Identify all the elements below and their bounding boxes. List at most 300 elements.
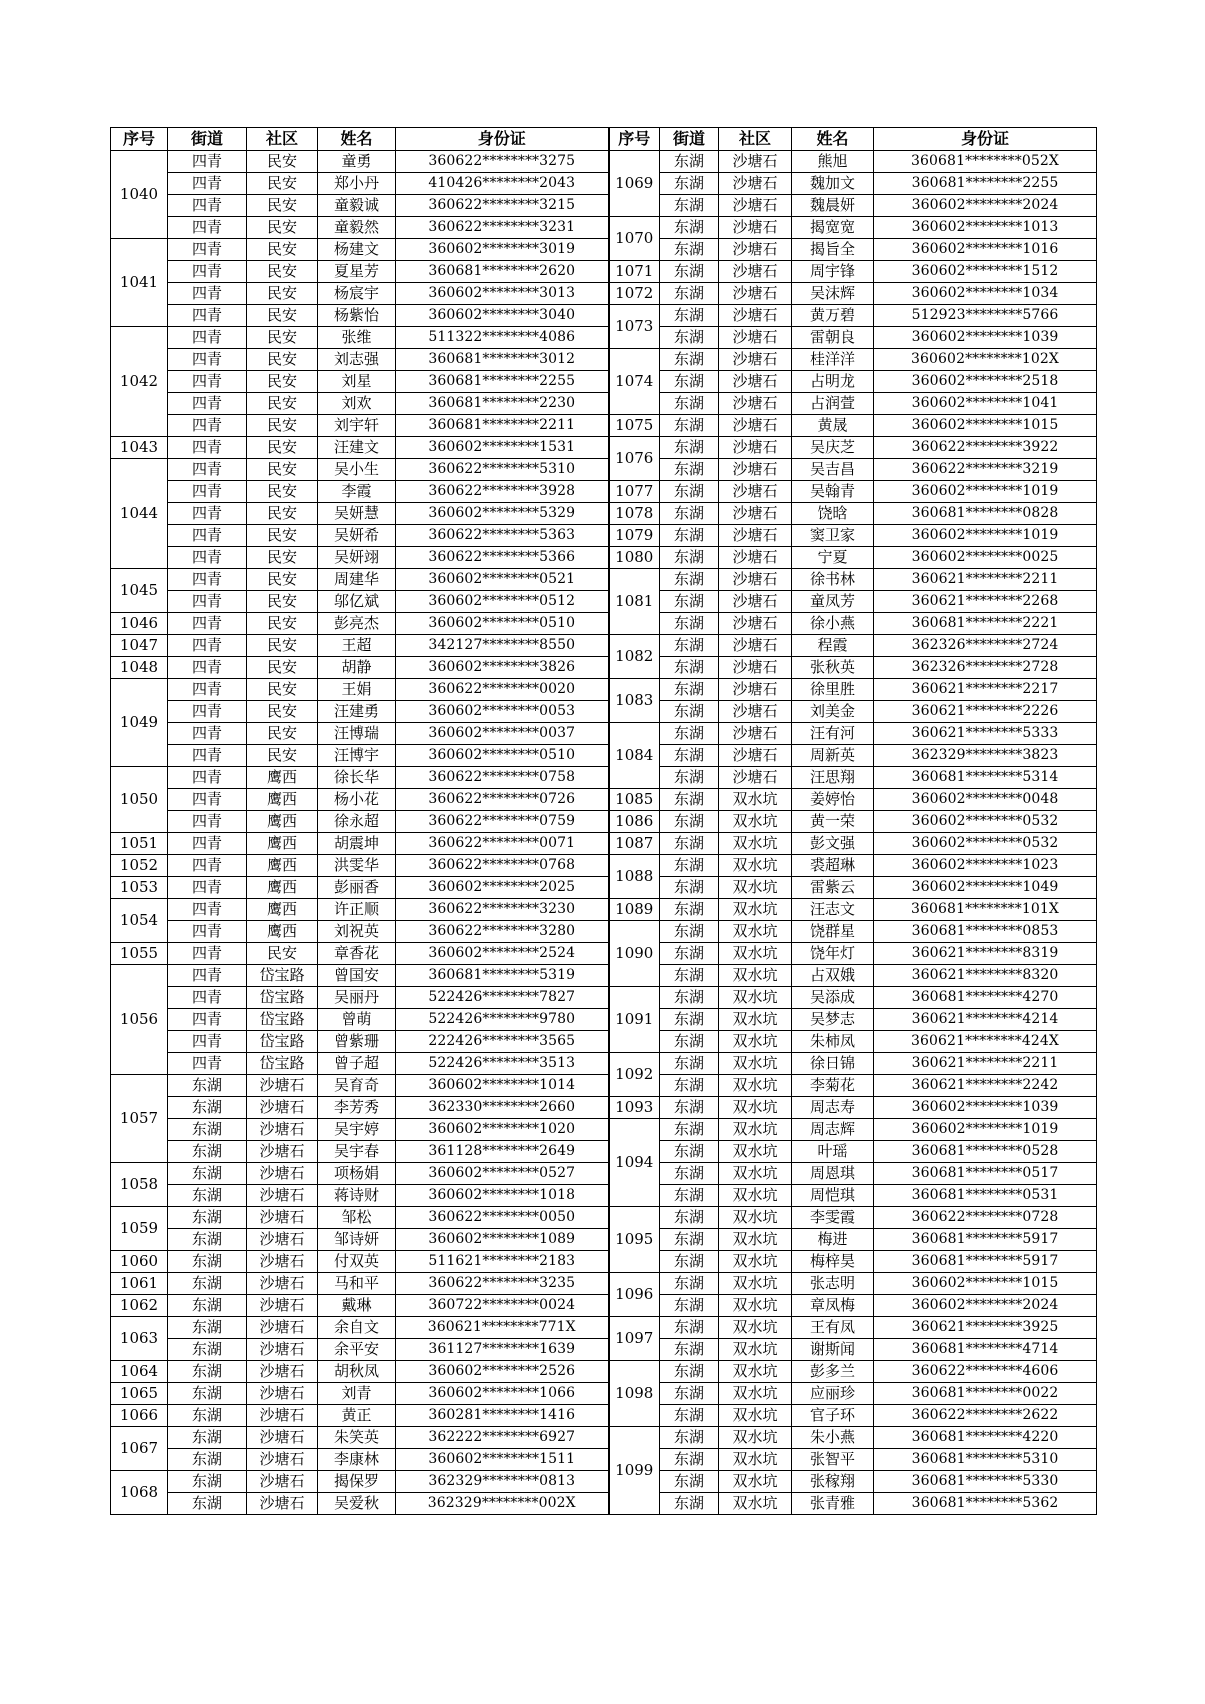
name-cell: 杨紫怡 — [318, 305, 396, 327]
name-cell: 郑小丹 — [318, 173, 396, 195]
table-row — [111, 1493, 1097, 1515]
table-row — [111, 393, 1097, 415]
street-cell: 四青 — [168, 811, 247, 833]
community-cell: 双水坑 — [719, 855, 792, 877]
serial-no-cell: 1094 — [609, 1119, 660, 1207]
serial-no-cell: 1060 — [111, 1251, 168, 1273]
serial-no-cell: 1097 — [609, 1317, 660, 1361]
serial-no-cell: 1042 — [111, 327, 168, 437]
street-cell: 东湖 — [168, 1405, 247, 1427]
community-cell: 双水坑 — [719, 1185, 792, 1207]
street-cell: 东湖 — [660, 1339, 719, 1361]
community-cell: 民安 — [247, 151, 318, 173]
street-cell: 四青 — [168, 635, 247, 657]
street-cell: 东湖 — [660, 459, 719, 481]
community-cell: 鹰西 — [247, 811, 318, 833]
name-cell: 汪建文 — [318, 437, 396, 459]
id-cell: 342127********8550 — [396, 635, 609, 657]
community-cell: 双水坑 — [719, 1097, 792, 1119]
table-row — [111, 173, 1097, 195]
id-cell: 362329********0813 — [396, 1471, 609, 1493]
street-cell: 四青 — [168, 371, 247, 393]
name-cell: 刘星 — [318, 371, 396, 393]
street-cell: 东湖 — [660, 1295, 719, 1317]
serial-no-cell: 1080 — [609, 547, 660, 569]
id-cell: 360602********2024 — [874, 1295, 1097, 1317]
id-cell: 360622********0050 — [396, 1207, 609, 1229]
name-cell: 叶瑶 — [792, 1141, 874, 1163]
serial-no-cell: 1084 — [609, 723, 660, 789]
id-cell: 360602********1089 — [396, 1229, 609, 1251]
serial-no-cell: 1089 — [609, 899, 660, 921]
community-cell: 鹰西 — [247, 855, 318, 877]
street-cell: 东湖 — [168, 1229, 247, 1251]
name-cell: 吴宇婷 — [318, 1119, 396, 1141]
community-cell: 沙塘石 — [719, 657, 792, 679]
street-cell: 四青 — [168, 987, 247, 1009]
community-cell: 双水坑 — [719, 1493, 792, 1515]
street-cell: 四青 — [168, 833, 247, 855]
id-cell: 360621********2217 — [874, 679, 1097, 701]
serial-no-cell: 1085 — [609, 789, 660, 811]
name-cell: 揭旨全 — [792, 239, 874, 261]
street-cell: 四青 — [168, 349, 247, 371]
name-cell: 刘美金 — [792, 701, 874, 723]
community-cell: 民安 — [247, 239, 318, 261]
community-cell: 双水坑 — [719, 1229, 792, 1251]
serial-no-cell: 1076 — [609, 437, 660, 481]
name-cell: 魏晨妍 — [792, 195, 874, 217]
id-cell: 360681********2230 — [396, 393, 609, 415]
street-cell: 四青 — [168, 965, 247, 987]
id-cell: 360602********1019 — [874, 481, 1097, 503]
street-cell: 东湖 — [660, 1471, 719, 1493]
id-cell: 410426********2043 — [396, 173, 609, 195]
id-cell: 360621********4214 — [874, 1009, 1097, 1031]
serial-no-cell: 1073 — [609, 305, 660, 349]
name-cell: 曾紫珊 — [318, 1031, 396, 1053]
id-cell: 360602********1023 — [874, 855, 1097, 877]
community-cell: 双水坑 — [719, 877, 792, 899]
id-cell: 360681********5330 — [874, 1471, 1097, 1493]
name-cell: 戴琳 — [318, 1295, 396, 1317]
id-cell: 360602********1511 — [396, 1449, 609, 1471]
name-cell: 许正顺 — [318, 899, 396, 921]
serial-no-cell: 1061 — [111, 1273, 168, 1295]
table-row — [111, 1185, 1097, 1207]
name-cell: 宁夏 — [792, 547, 874, 569]
serial-no-cell: 1077 — [609, 481, 660, 503]
street-cell: 东湖 — [660, 217, 719, 239]
community-cell: 双水坑 — [719, 1273, 792, 1295]
name-cell: 胡震坤 — [318, 833, 396, 855]
table-row — [111, 657, 1097, 679]
name-cell: 饶晗 — [792, 503, 874, 525]
serial-no-cell: 1043 — [111, 437, 168, 459]
street-cell: 东湖 — [168, 1295, 247, 1317]
street-cell: 东湖 — [660, 943, 719, 965]
community-cell: 民安 — [247, 701, 318, 723]
id-cell: 360602********1512 — [874, 261, 1097, 283]
street-cell: 东湖 — [168, 1317, 247, 1339]
street-cell: 东湖 — [660, 657, 719, 679]
street-cell: 东湖 — [168, 1163, 247, 1185]
community-cell: 双水坑 — [719, 899, 792, 921]
name-cell: 雷紫云 — [792, 877, 874, 899]
name-cell: 马和平 — [318, 1273, 396, 1295]
serial-no-cell: 1052 — [111, 855, 168, 877]
name-cell: 占双娥 — [792, 965, 874, 987]
street-cell: 东湖 — [660, 1427, 719, 1449]
table-row — [111, 239, 1097, 261]
community-cell: 双水坑 — [719, 1383, 792, 1405]
community-cell: 双水坑 — [719, 1119, 792, 1141]
name-cell: 梅进 — [792, 1229, 874, 1251]
community-cell: 沙塘石 — [247, 1405, 318, 1427]
serial-no-cell: 1044 — [111, 459, 168, 569]
community-cell: 双水坑 — [719, 1449, 792, 1471]
id-cell: 360622********5363 — [396, 525, 609, 547]
serial-no-cell: 1054 — [111, 899, 168, 943]
id-cell: 362326********2724 — [874, 635, 1097, 657]
community-cell: 民安 — [247, 723, 318, 745]
community-cell: 沙塘石 — [247, 1383, 318, 1405]
community-cell: 沙塘石 — [719, 481, 792, 503]
street-cell: 东湖 — [168, 1339, 247, 1361]
id-cell: 511621********2183 — [396, 1251, 609, 1273]
street-cell: 东湖 — [660, 679, 719, 701]
name-cell: 周新英 — [792, 745, 874, 767]
street-cell: 东湖 — [168, 1075, 247, 1097]
community-cell: 双水坑 — [719, 789, 792, 811]
header-id: 身份证 — [396, 128, 609, 151]
street-cell: 东湖 — [168, 1119, 247, 1141]
name-cell: 童凤芳 — [792, 591, 874, 613]
street-cell: 东湖 — [660, 349, 719, 371]
street-cell: 东湖 — [660, 1119, 719, 1141]
community-cell: 民安 — [247, 481, 318, 503]
id-cell: 360602********1018 — [396, 1185, 609, 1207]
community-cell: 民安 — [247, 437, 318, 459]
name-cell: 程霞 — [792, 635, 874, 657]
street-cell: 东湖 — [660, 987, 719, 1009]
street-cell: 四青 — [168, 503, 247, 525]
id-cell: 360602********2518 — [874, 371, 1097, 393]
serial-no-cell: 1099 — [609, 1427, 660, 1515]
serial-no-cell: 1075 — [609, 415, 660, 437]
community-cell: 民安 — [247, 371, 318, 393]
street-cell: 四青 — [168, 1053, 247, 1075]
id-cell: 360602********1013 — [874, 217, 1097, 239]
name-cell: 黄正 — [318, 1405, 396, 1427]
name-cell: 汪博瑞 — [318, 723, 396, 745]
street-cell: 东湖 — [168, 1097, 247, 1119]
name-cell: 周恺琪 — [792, 1185, 874, 1207]
community-cell: 沙塘石 — [719, 437, 792, 459]
name-cell: 吴梦志 — [792, 1009, 874, 1031]
community-cell: 民安 — [247, 635, 318, 657]
street-cell: 东湖 — [660, 789, 719, 811]
name-cell: 吴吉昌 — [792, 459, 874, 481]
serial-no-cell: 1090 — [609, 921, 660, 987]
household-table — [110, 127, 1097, 1515]
community-cell: 沙塘石 — [247, 1361, 318, 1383]
street-cell: 东湖 — [660, 1009, 719, 1031]
id-cell: 360602********1019 — [874, 525, 1097, 547]
table-row — [111, 217, 1097, 239]
community-cell: 民安 — [247, 393, 318, 415]
community-cell: 双水坑 — [719, 1163, 792, 1185]
id-cell: 360602********1066 — [396, 1383, 609, 1405]
serial-no-cell: 1092 — [609, 1053, 660, 1097]
id-cell: 360622********5310 — [396, 459, 609, 481]
serial-no-cell: 1066 — [111, 1405, 168, 1427]
street-cell: 东湖 — [660, 965, 719, 987]
id-cell: 360602********3040 — [396, 305, 609, 327]
id-cell: 360622********2622 — [874, 1405, 1097, 1427]
community-cell: 民安 — [247, 613, 318, 635]
name-cell: 胡秋凤 — [318, 1361, 396, 1383]
community-cell: 岱宝路 — [247, 987, 318, 1009]
serial-no-cell: 1067 — [111, 1427, 168, 1471]
name-cell: 周恩琪 — [792, 1163, 874, 1185]
name-cell: 黄一荣 — [792, 811, 874, 833]
id-cell: 522426********3513 — [396, 1053, 609, 1075]
street-cell: 东湖 — [660, 305, 719, 327]
community-cell: 沙塘石 — [719, 745, 792, 767]
table-row — [111, 767, 1097, 789]
community-cell: 双水坑 — [719, 921, 792, 943]
street-cell: 四青 — [168, 723, 247, 745]
serial-no-cell: 1083 — [609, 679, 660, 723]
street-cell: 东湖 — [660, 503, 719, 525]
name-cell: 李芳秀 — [318, 1097, 396, 1119]
name-cell: 夏星芳 — [318, 261, 396, 283]
name-cell: 彭多兰 — [792, 1361, 874, 1383]
serial-no-cell: 1086 — [609, 811, 660, 833]
serial-no-cell: 1062 — [111, 1295, 168, 1317]
community-cell: 双水坑 — [719, 1405, 792, 1427]
community-cell: 沙塘石 — [719, 393, 792, 415]
name-cell: 汪建勇 — [318, 701, 396, 723]
id-cell: 360602********2524 — [396, 943, 609, 965]
name-cell: 裘超琳 — [792, 855, 874, 877]
street-cell: 东湖 — [660, 1185, 719, 1207]
street-cell: 东湖 — [660, 327, 719, 349]
name-cell: 刘志强 — [318, 349, 396, 371]
street-cell: 四青 — [168, 327, 247, 349]
id-cell: 360602********1016 — [874, 239, 1097, 261]
street-cell: 东湖 — [660, 811, 719, 833]
street-cell: 东湖 — [660, 701, 719, 723]
table-row — [111, 1031, 1097, 1053]
name-cell: 张志明 — [792, 1273, 874, 1295]
serial-no-cell: 1087 — [609, 833, 660, 855]
street-cell: 四青 — [168, 217, 247, 239]
street-cell: 四青 — [168, 415, 247, 437]
community-cell: 沙塘石 — [247, 1339, 318, 1361]
id-cell: 360681********4220 — [874, 1427, 1097, 1449]
id-cell: 360622********0768 — [396, 855, 609, 877]
name-cell: 余平安 — [318, 1339, 396, 1361]
street-cell: 四青 — [168, 1009, 247, 1031]
table-row — [111, 151, 1097, 173]
community-cell: 民安 — [247, 261, 318, 283]
table-row — [111, 437, 1097, 459]
serial-no-cell: 1072 — [609, 283, 660, 305]
table-row — [111, 1207, 1097, 1229]
id-cell: 360622********0759 — [396, 811, 609, 833]
name-cell: 汪有河 — [792, 723, 874, 745]
street-cell: 东湖 — [168, 1493, 247, 1515]
street-cell: 四青 — [168, 921, 247, 943]
table-row — [111, 569, 1097, 591]
id-cell: 360681********0517 — [874, 1163, 1097, 1185]
table-row — [111, 1383, 1097, 1405]
community-cell: 沙塘石 — [247, 1207, 318, 1229]
community-cell: 鹰西 — [247, 921, 318, 943]
street-cell: 东湖 — [660, 1449, 719, 1471]
community-cell: 双水坑 — [719, 965, 792, 987]
serial-no-cell: 1069 — [609, 151, 660, 217]
table-row — [111, 327, 1097, 349]
street-cell: 东湖 — [660, 921, 719, 943]
name-cell: 饶群星 — [792, 921, 874, 943]
street-cell: 东湖 — [660, 1075, 719, 1097]
community-cell: 民安 — [247, 569, 318, 591]
street-cell: 东湖 — [660, 1053, 719, 1075]
community-cell: 民安 — [247, 305, 318, 327]
id-cell: 360622********3922 — [874, 437, 1097, 459]
table-row — [111, 833, 1097, 855]
name-cell: 吴丽丹 — [318, 987, 396, 1009]
serial-no-cell: 1040 — [111, 151, 168, 239]
id-cell: 360681********2620 — [396, 261, 609, 283]
community-cell: 沙塘石 — [247, 1295, 318, 1317]
table-row — [111, 481, 1097, 503]
table-row — [111, 811, 1097, 833]
name-cell: 张维 — [318, 327, 396, 349]
street-cell: 东湖 — [660, 547, 719, 569]
community-cell: 双水坑 — [719, 1317, 792, 1339]
name-cell: 占明龙 — [792, 371, 874, 393]
name-cell: 蒋诗财 — [318, 1185, 396, 1207]
street-cell: 东湖 — [660, 833, 719, 855]
community-cell: 沙塘石 — [719, 503, 792, 525]
name-cell: 曾萌 — [318, 1009, 396, 1031]
id-cell: 360681********5310 — [874, 1449, 1097, 1471]
name-cell: 胡静 — [318, 657, 396, 679]
name-cell: 应丽珍 — [792, 1383, 874, 1405]
serial-no-cell: 1041 — [111, 239, 168, 327]
street-cell: 东湖 — [660, 899, 719, 921]
street-cell: 东湖 — [168, 1471, 247, 1493]
id-cell: 360681********0528 — [874, 1141, 1097, 1163]
street-cell: 东湖 — [168, 1361, 247, 1383]
street-cell: 四青 — [168, 525, 247, 547]
id-cell: 360621********8319 — [874, 943, 1097, 965]
name-cell: 刘欢 — [318, 393, 396, 415]
id-cell: 360602********0521 — [396, 569, 609, 591]
id-cell: 360602********0037 — [396, 723, 609, 745]
serial-no-cell: 1046 — [111, 613, 168, 635]
id-cell: 360622********3280 — [396, 921, 609, 943]
name-cell: 揭保罗 — [318, 1471, 396, 1493]
header-name: 姓名 — [792, 128, 874, 151]
serial-no-cell: 1070 — [609, 217, 660, 261]
community-cell: 民安 — [247, 657, 318, 679]
table-row — [111, 591, 1097, 613]
table-row — [111, 1361, 1097, 1383]
id-cell: 360681********3012 — [396, 349, 609, 371]
community-cell: 沙塘石 — [247, 1075, 318, 1097]
name-cell: 吴小生 — [318, 459, 396, 481]
serial-no-cell: 1091 — [609, 987, 660, 1053]
id-cell: 360602********1014 — [396, 1075, 609, 1097]
name-cell: 章香花 — [318, 943, 396, 965]
table-row — [111, 261, 1097, 283]
street-cell: 东湖 — [660, 283, 719, 305]
street-cell: 东湖 — [660, 1361, 719, 1383]
community-cell: 民安 — [247, 679, 318, 701]
name-cell: 杨建文 — [318, 239, 396, 261]
id-cell: 360602********1039 — [874, 1097, 1097, 1119]
id-cell: 360681********0853 — [874, 921, 1097, 943]
street-cell: 四青 — [168, 657, 247, 679]
name-cell: 黄晟 — [792, 415, 874, 437]
name-cell: 周志辉 — [792, 1119, 874, 1141]
name-cell: 彭亮杰 — [318, 613, 396, 635]
name-cell: 吴妍慧 — [318, 503, 396, 525]
name-cell: 周志寿 — [792, 1097, 874, 1119]
table-row — [111, 877, 1097, 899]
community-cell: 沙塘石 — [719, 635, 792, 657]
name-cell: 吴妍希 — [318, 525, 396, 547]
table-row — [111, 1053, 1097, 1075]
name-cell: 吴妍翊 — [318, 547, 396, 569]
street-cell: 四青 — [168, 943, 247, 965]
id-cell: 360621********771X — [396, 1317, 609, 1339]
table-body — [111, 151, 1097, 1515]
id-cell: 360622********3215 — [396, 195, 609, 217]
community-cell: 岱宝路 — [247, 1031, 318, 1053]
name-cell: 徐日锦 — [792, 1053, 874, 1075]
street-cell: 东湖 — [168, 1383, 247, 1405]
street-cell: 东湖 — [168, 1185, 247, 1207]
community-cell: 民安 — [247, 195, 318, 217]
name-cell: 张秋英 — [792, 657, 874, 679]
street-cell: 东湖 — [168, 1251, 247, 1273]
id-cell: 360621********3925 — [874, 1317, 1097, 1339]
id-cell: 360622********5366 — [396, 547, 609, 569]
name-cell: 熊旭 — [792, 151, 874, 173]
id-cell: 360622********0728 — [874, 1207, 1097, 1229]
street-cell: 东湖 — [660, 877, 719, 899]
table-row — [111, 987, 1097, 1009]
community-cell: 沙塘石 — [247, 1141, 318, 1163]
table-row — [111, 1427, 1097, 1449]
name-cell: 徐书林 — [792, 569, 874, 591]
id-cell: 360602********1019 — [874, 1119, 1097, 1141]
name-cell: 邬亿斌 — [318, 591, 396, 613]
community-cell: 双水坑 — [719, 1361, 792, 1383]
street-cell: 东湖 — [660, 1273, 719, 1295]
street-cell: 四青 — [168, 151, 247, 173]
id-cell: 360681********5314 — [874, 767, 1097, 789]
id-cell: 360602********0532 — [874, 833, 1097, 855]
id-cell: 362329********3823 — [874, 745, 1097, 767]
street-cell: 东湖 — [168, 1427, 247, 1449]
